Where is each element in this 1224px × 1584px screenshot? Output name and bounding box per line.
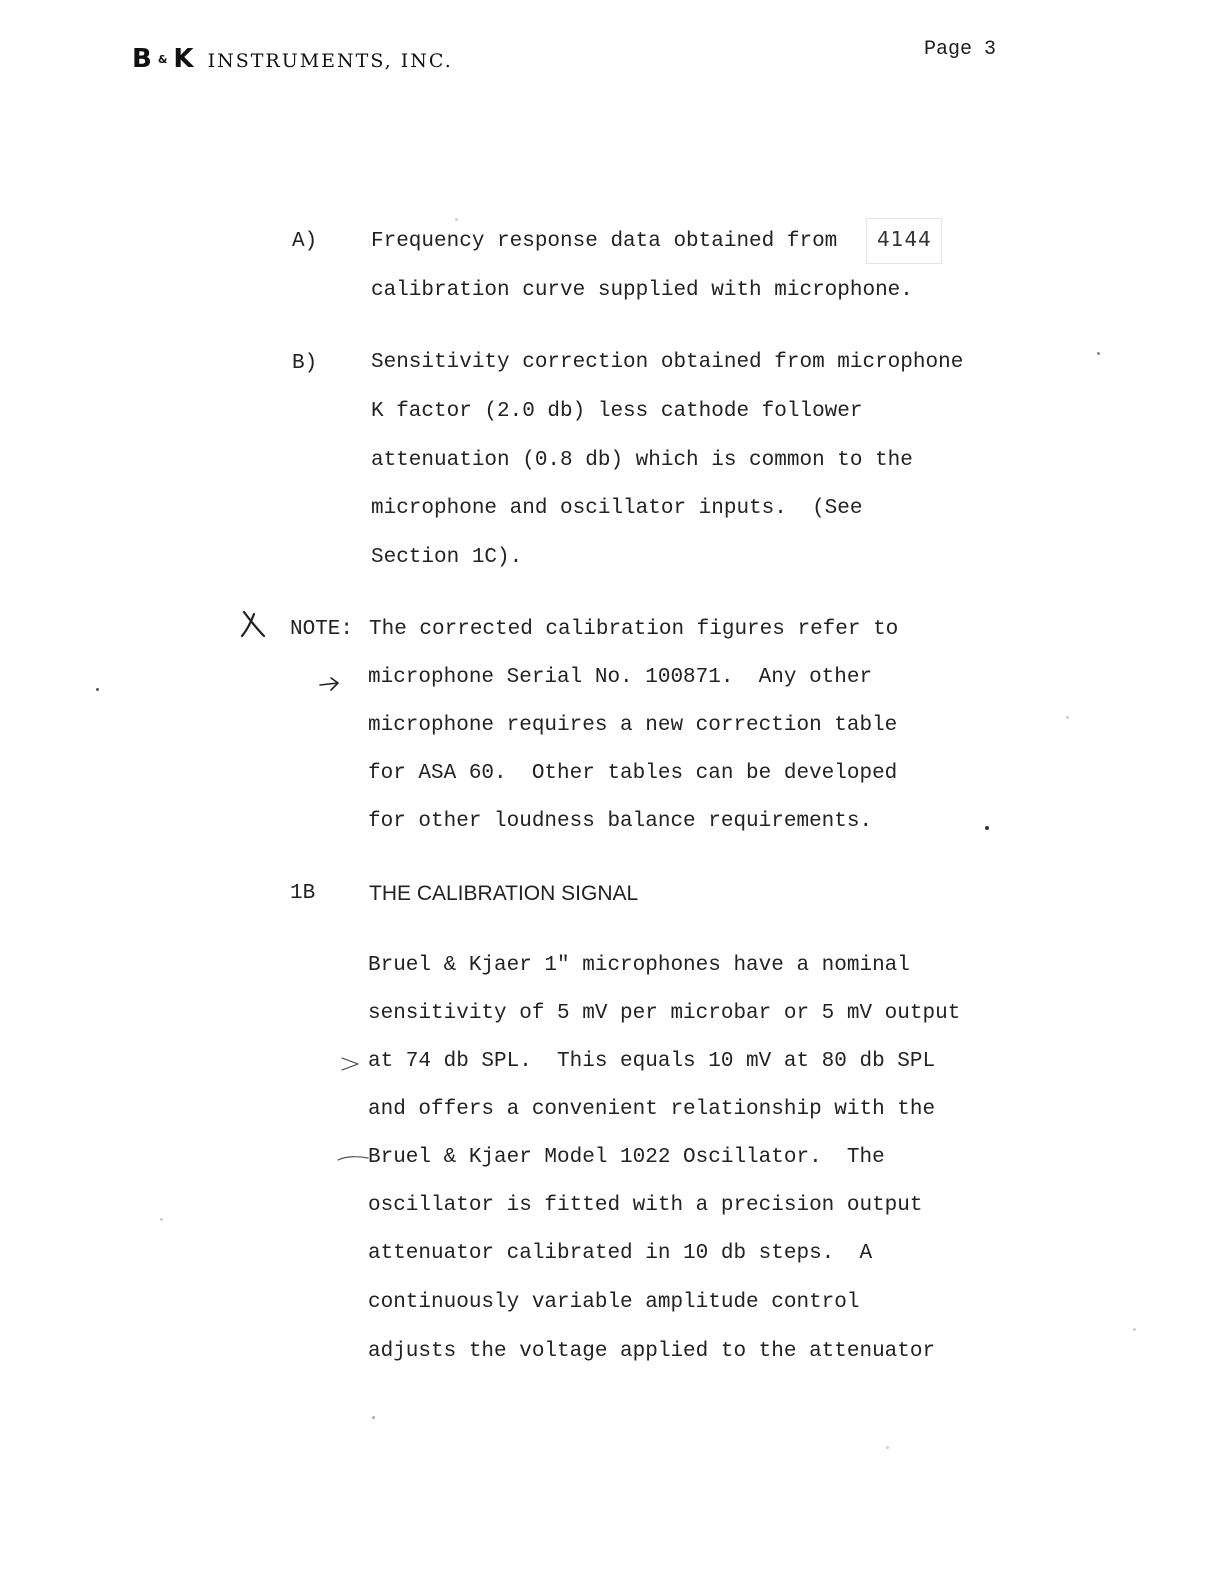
handwritten-model-box — [866, 218, 942, 264]
section-1b-line: sensitivity of 5 mV per microbar or 5 mV output — [368, 1002, 961, 1025]
scan-speck — [372, 1416, 375, 1419]
note-line: for ASA 60. Other tables can be developed — [368, 762, 898, 785]
scan-speck — [96, 688, 99, 691]
section-b-label: B) — [292, 352, 318, 375]
section-1b-title: THE CALIBRATION SIGNAL — [369, 882, 639, 905]
section-b-line: K factor (2.0 db) less cathode follower — [371, 400, 863, 423]
section-b-line: attenuation (0.8 db) which is common to the — [371, 449, 913, 472]
section-1b-line: at 74 db SPL. This equals 10 mV at 80 db SPL — [368, 1050, 936, 1073]
section-b-line: Section 1C). — [371, 546, 523, 569]
section-1b-line: adjusts the voltage applied to the attenuator — [368, 1340, 936, 1363]
section-b-line: microphone and oscillator inputs. (See — [371, 497, 863, 520]
section-1b-line: Bruel & Kjaer 1" microphones have a nominal — [368, 954, 910, 977]
scan-speck — [1066, 716, 1069, 719]
logo-b: B — [132, 44, 152, 74]
scan-speck — [886, 1446, 889, 1449]
letterhead — [132, 44, 453, 74]
scan-speck — [455, 218, 458, 221]
note-label: NOTE: — [290, 618, 354, 641]
note-line: for other loudness balance requirements. — [368, 810, 873, 833]
scan-speck — [160, 1218, 163, 1221]
handwritten-x-icon — [238, 608, 270, 640]
scan-speck — [1133, 1328, 1136, 1331]
section-1b-number: 1B — [290, 882, 316, 905]
handwritten-arrow-icon — [318, 675, 342, 693]
section-1b-line: continuously variable amplitude control — [368, 1291, 860, 1314]
section-1b-line: oscillator is fitted with a precision output — [368, 1194, 923, 1217]
note-line: The corrected calibration figures refer to — [369, 618, 899, 641]
logo-k: K — [173, 44, 194, 74]
company-name: INSTRUMENTS, INC. — [207, 50, 453, 72]
section-a-line: Frequency response data obtained from — [371, 230, 838, 253]
section-1b-line: and offers a convenient relationship with the — [368, 1098, 936, 1121]
handwritten-chevron-icon — [338, 1056, 362, 1072]
section-1b-line: Bruel & Kjaer Model 1022 Oscillator. The — [368, 1146, 885, 1169]
handwritten-model-number: 4144 — [877, 227, 932, 251]
section-b-line: Sensitivity correction obtained from microphone — [371, 351, 964, 374]
section-a-line: calibration curve supplied with microphone. — [371, 279, 913, 302]
section-1b-line: attenuator calibrated in 10 db steps. A — [368, 1242, 873, 1265]
page-number: Page 3 — [924, 38, 997, 61]
company-logo — [132, 44, 194, 74]
handwritten-dash-icon — [336, 1152, 370, 1164]
note-line: microphone requires a new correction table — [368, 714, 898, 737]
note-line: microphone Serial No. 100871. Any other — [368, 666, 873, 689]
scan-speck — [1097, 352, 1100, 355]
logo-ampersand: & — [157, 53, 168, 66]
ink-dot — [985, 826, 989, 830]
section-a-label: A) — [292, 230, 318, 253]
